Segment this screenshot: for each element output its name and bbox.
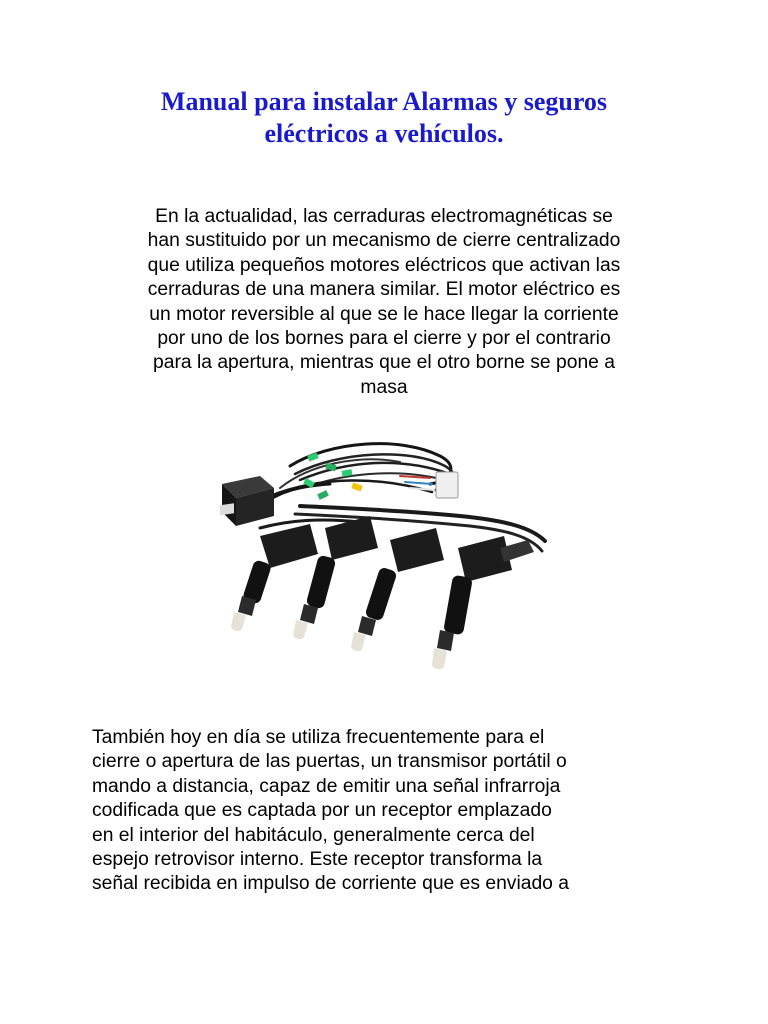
page-title <box>84 86 684 150</box>
paragraph-line: en el interior del habitáculo, generalmente cerca del <box>92 824 535 846</box>
paragraph-line: un motor reversible al que se le hace llegar la corriente <box>149 303 619 325</box>
paragraph-line: para la apertura, mientras que el otro borne se pone a <box>153 352 615 374</box>
paragraph-line: han sustituido por un mecanismo de cierre centralizado <box>147 230 621 252</box>
actuator-motor <box>432 536 512 669</box>
paragraph-line: También hoy en día se utiliza frecuentemente para el <box>92 727 545 748</box>
paragraph-line: señal recibida en impulso de corriente que es enviado a <box>92 873 569 895</box>
paragraph-line: espejo retrovisor interno. Este receptor transforma la <box>92 849 543 871</box>
paragraph-line: cierre o apertura de las puertas, un transmisor portátil o <box>92 751 567 773</box>
paragraph-line: codificada que es captada por un receptor emplazado <box>92 800 552 822</box>
paragraph-line: mando a distancia, capaz de emitir una señal infrarroja <box>92 775 561 797</box>
body-paragraph <box>92 726 692 897</box>
control-module <box>220 476 274 526</box>
actuator-motors <box>231 516 534 669</box>
paragraph-line: masa <box>360 376 408 398</box>
title-line: Manual para instalar Alarmas y seguros <box>160 87 608 116</box>
intro-paragraph <box>93 205 675 400</box>
paragraph-line: En la actualidad, las cerraduras electromagnéticas se <box>155 206 613 227</box>
central-locking-kit-image <box>200 436 555 686</box>
title-line: eléctricos a vehículos. <box>264 119 504 148</box>
paragraph-line: cerraduras de una manera similar. El motor eléctrico es <box>147 279 621 301</box>
paragraph-line: por uno de los bornes para el cierre y por el contrario <box>157 328 611 350</box>
harness-connector <box>436 472 458 498</box>
paragraph-line: que utiliza pequeños motores eléctricos que activan las <box>147 254 621 276</box>
